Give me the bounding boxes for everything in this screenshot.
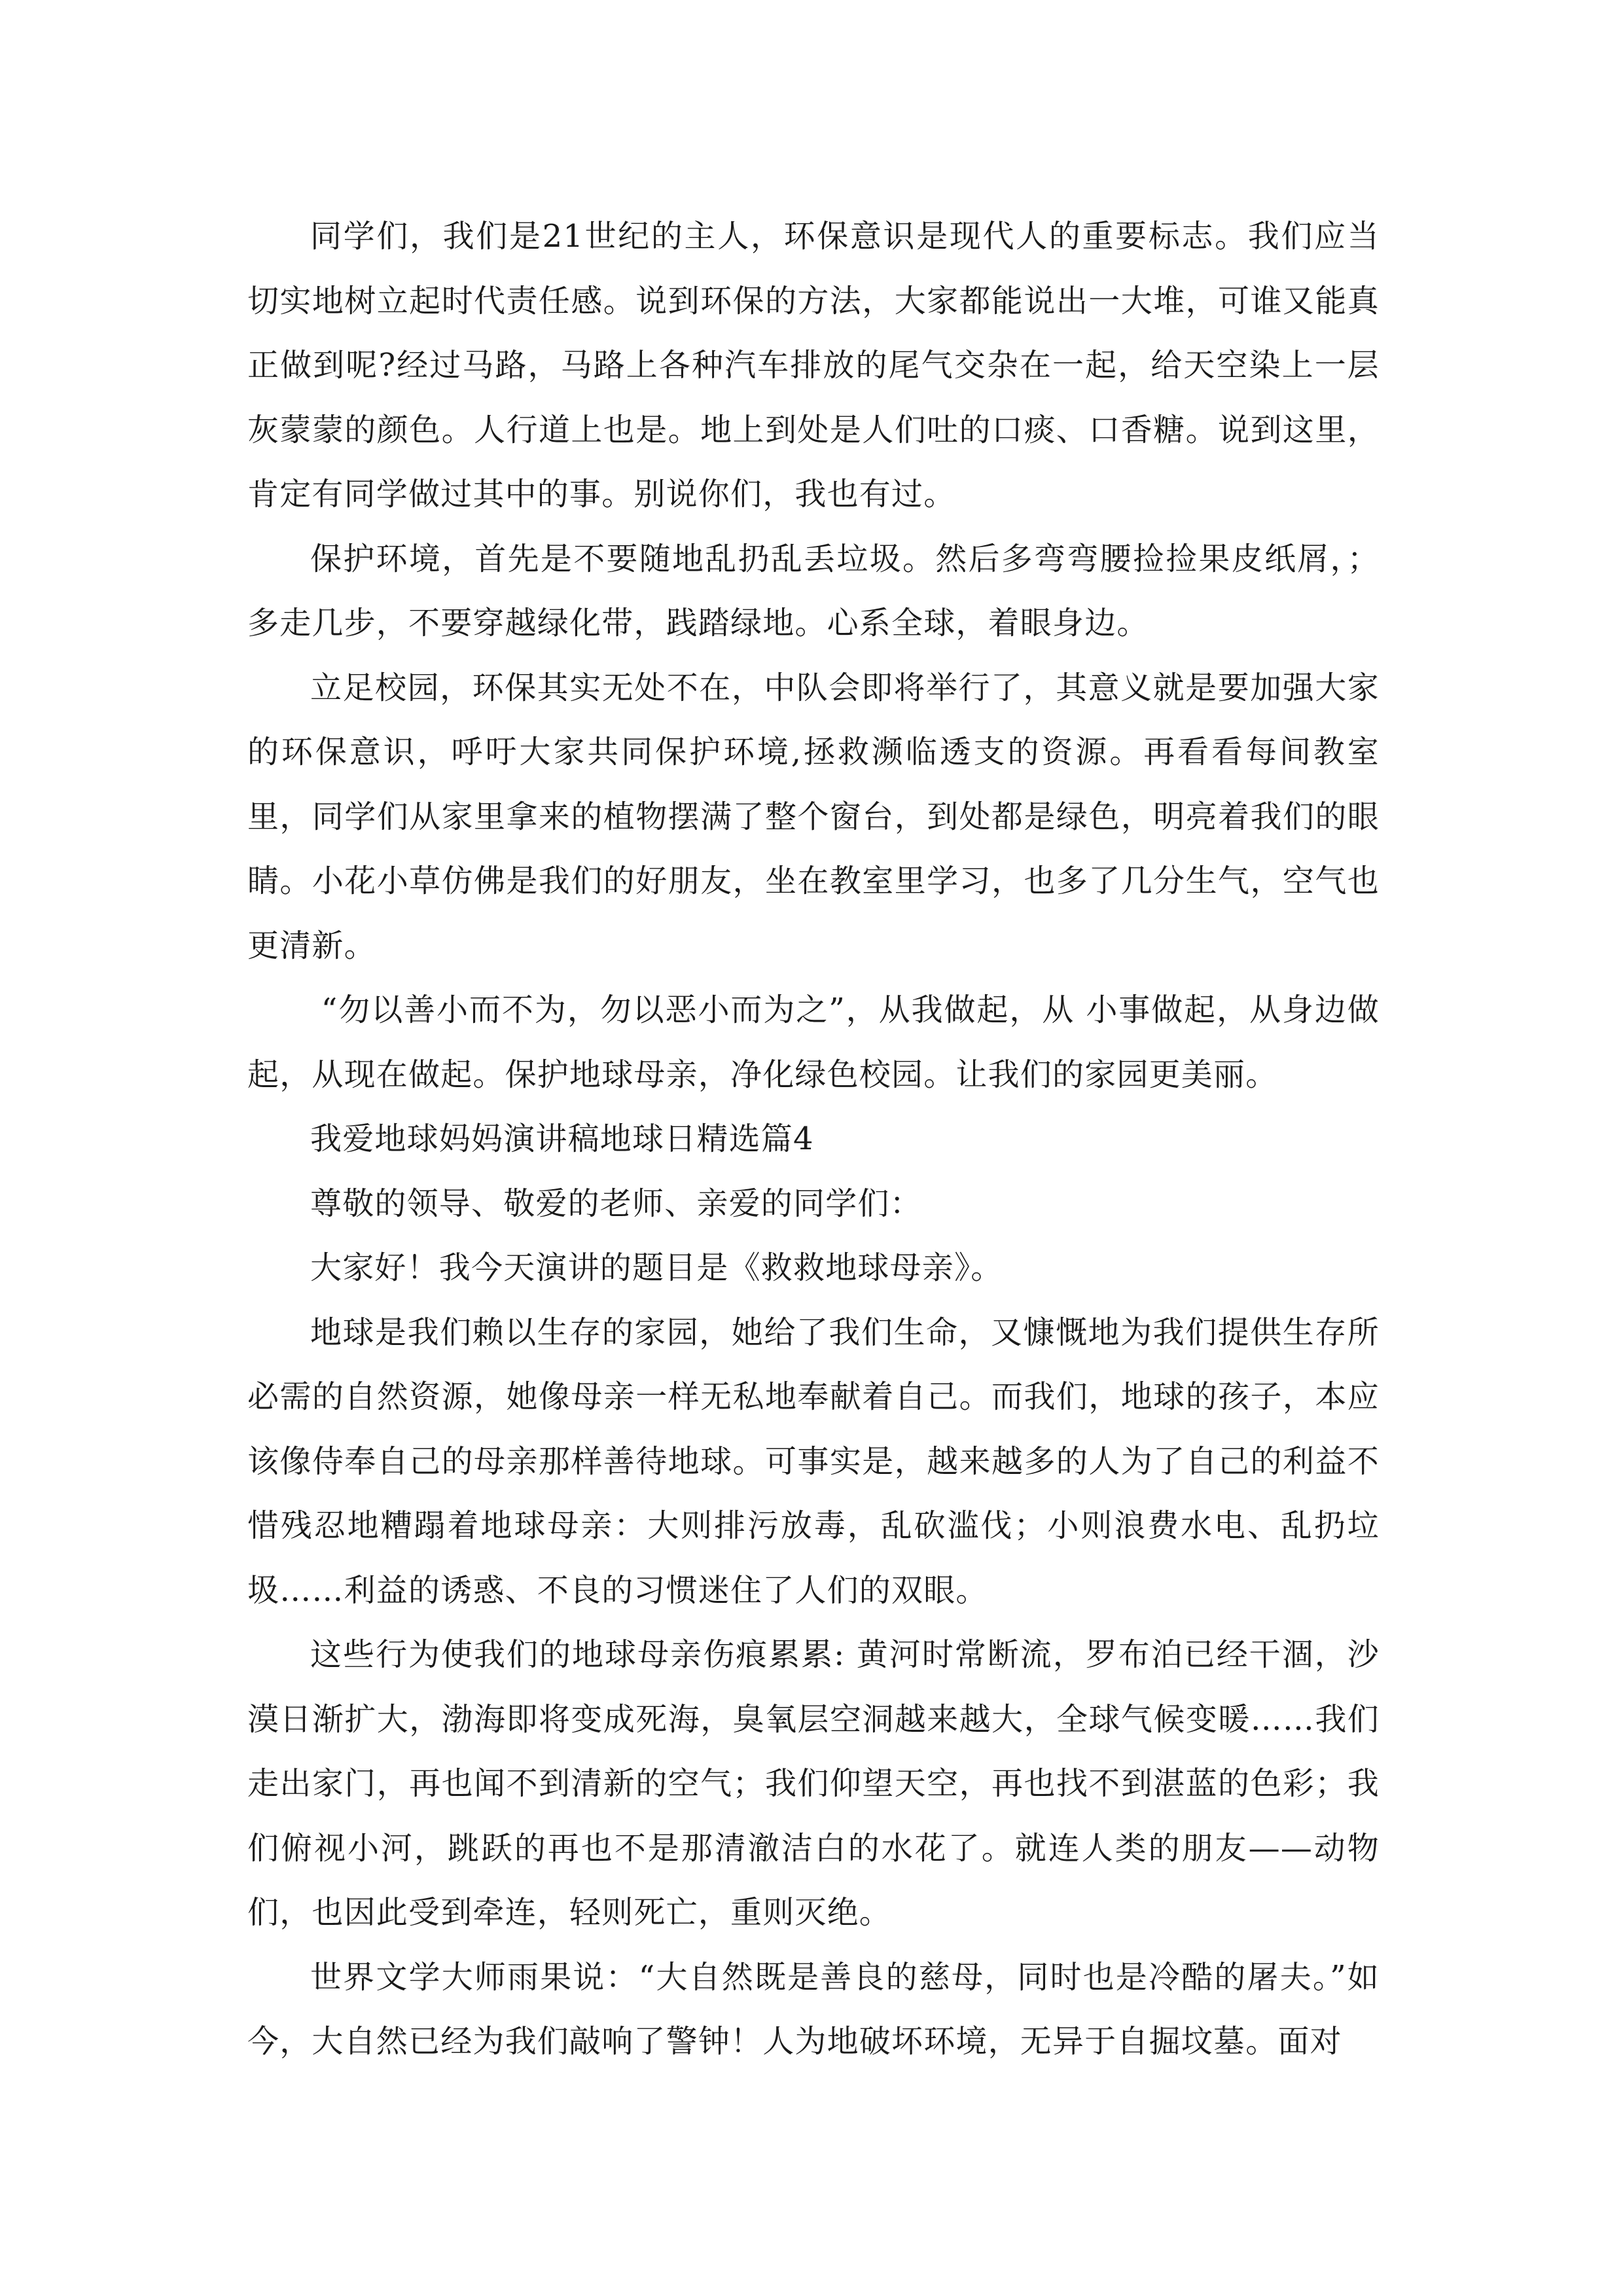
paragraph-4: “勿以善小而不为，勿以恶小而为之”，从我做起，从 小事做起，从身边做起，从现在做起。保护地球母亲，净化绿色校园。让我们的家园更美丽。 <box>247 992 1380 1093</box>
paragraph-3: 立足校园，环保其实无处不在，中队会即将举行了，其意义就是要加强大家的环保意识，呼吁大家共同保护环境,拯救濒临透支的资源。再看看每间教室里，同学们从家里拿来的植物摆满了整个窗台，到处都是绿色，明亮着我们的眼睛。小花小草仿佛是我们的好朋友，坐在教室里学习，也多了几分生气，空气也更清新。 <box>247 669 1380 964</box>
paragraph-8: 地球是我们赖以生存的家园，她给了我们生命，又慷慨地为我们提供生存所必需的自然资源，她像母亲一样无私地奉献着自己。而我们，地球的孩子，本应该像侍奉自己的母亲那样善待地球。可事实是，越来越多的人为了自己的利益不惜残忍地糟蹋着地球母亲：大则排污放毒，乱砍滥伐；小则浪费水电、乱扔垃圾……利益的诱惑、不良的习惯迷住了人们的双眼。 <box>247 1314 1380 1609</box>
paragraph-1: 同学们，我们是21世纪的主人，环保意识是现代人的重要标志。我们应当切实地树立起时代责任感。说到环保的方法，大家都能说出一大堆，可谁又能真正做到呢?经过马路，马路上各种汽车排放的尾气交杂在一起，给天空染上一层灰蒙蒙的颜色。人行道上也是。地上到处是人们吐的口痰、口香糖。说到这里，肯定有同学做过其中的事。别说你们，我也有过。 <box>247 218 1380 512</box>
paragraph-9: 这些行为使我们的地球母亲伤痕累累: 黄河时常断流，罗布泊已经干涸，沙漠日渐扩大，渤海即将变成死海，臭氧层空洞越来越大，全球气候变暖……我们走出家门，再也闻不到清新的空气；我们仰望天空，再也找不到湛蓝的色彩；我们俯视小河，跳跃的再也不是那清澈洁白的水花了。就连人类的朋友——动物们，也因此受到牵连，轻则死亡，重则灭绝。 <box>247 1636 1380 1931</box>
section-heading: 我爱地球妈妈演讲稿地球日精选篇4 <box>310 1121 814 1157</box>
greeting: 大家好！我今天演讲的题目是《救救地球母亲》。 <box>310 1249 1003 1286</box>
document-page <box>247 204 1380 2074</box>
paragraph-10: 世界文学大师雨果说：“大自然既是善良的慈母，同时也是冷酷的屠夫。”如今，大自然已经为我们敲响了警钟！人为地破坏环境，无异于自掘坟墓。面对 <box>247 1958 1380 2060</box>
salutation: 尊敬的领导、敬爱的老师、亲爱的同学们： <box>310 1185 922 1222</box>
paragraph-2: 保护环境，首先是不要随地乱扔乱丢垃圾。然后多弯弯腰捡捡果皮纸屑，；多走几步，不要穿越绿化带，践踏绿地。心系全球，着眼身边。 <box>247 540 1380 641</box>
